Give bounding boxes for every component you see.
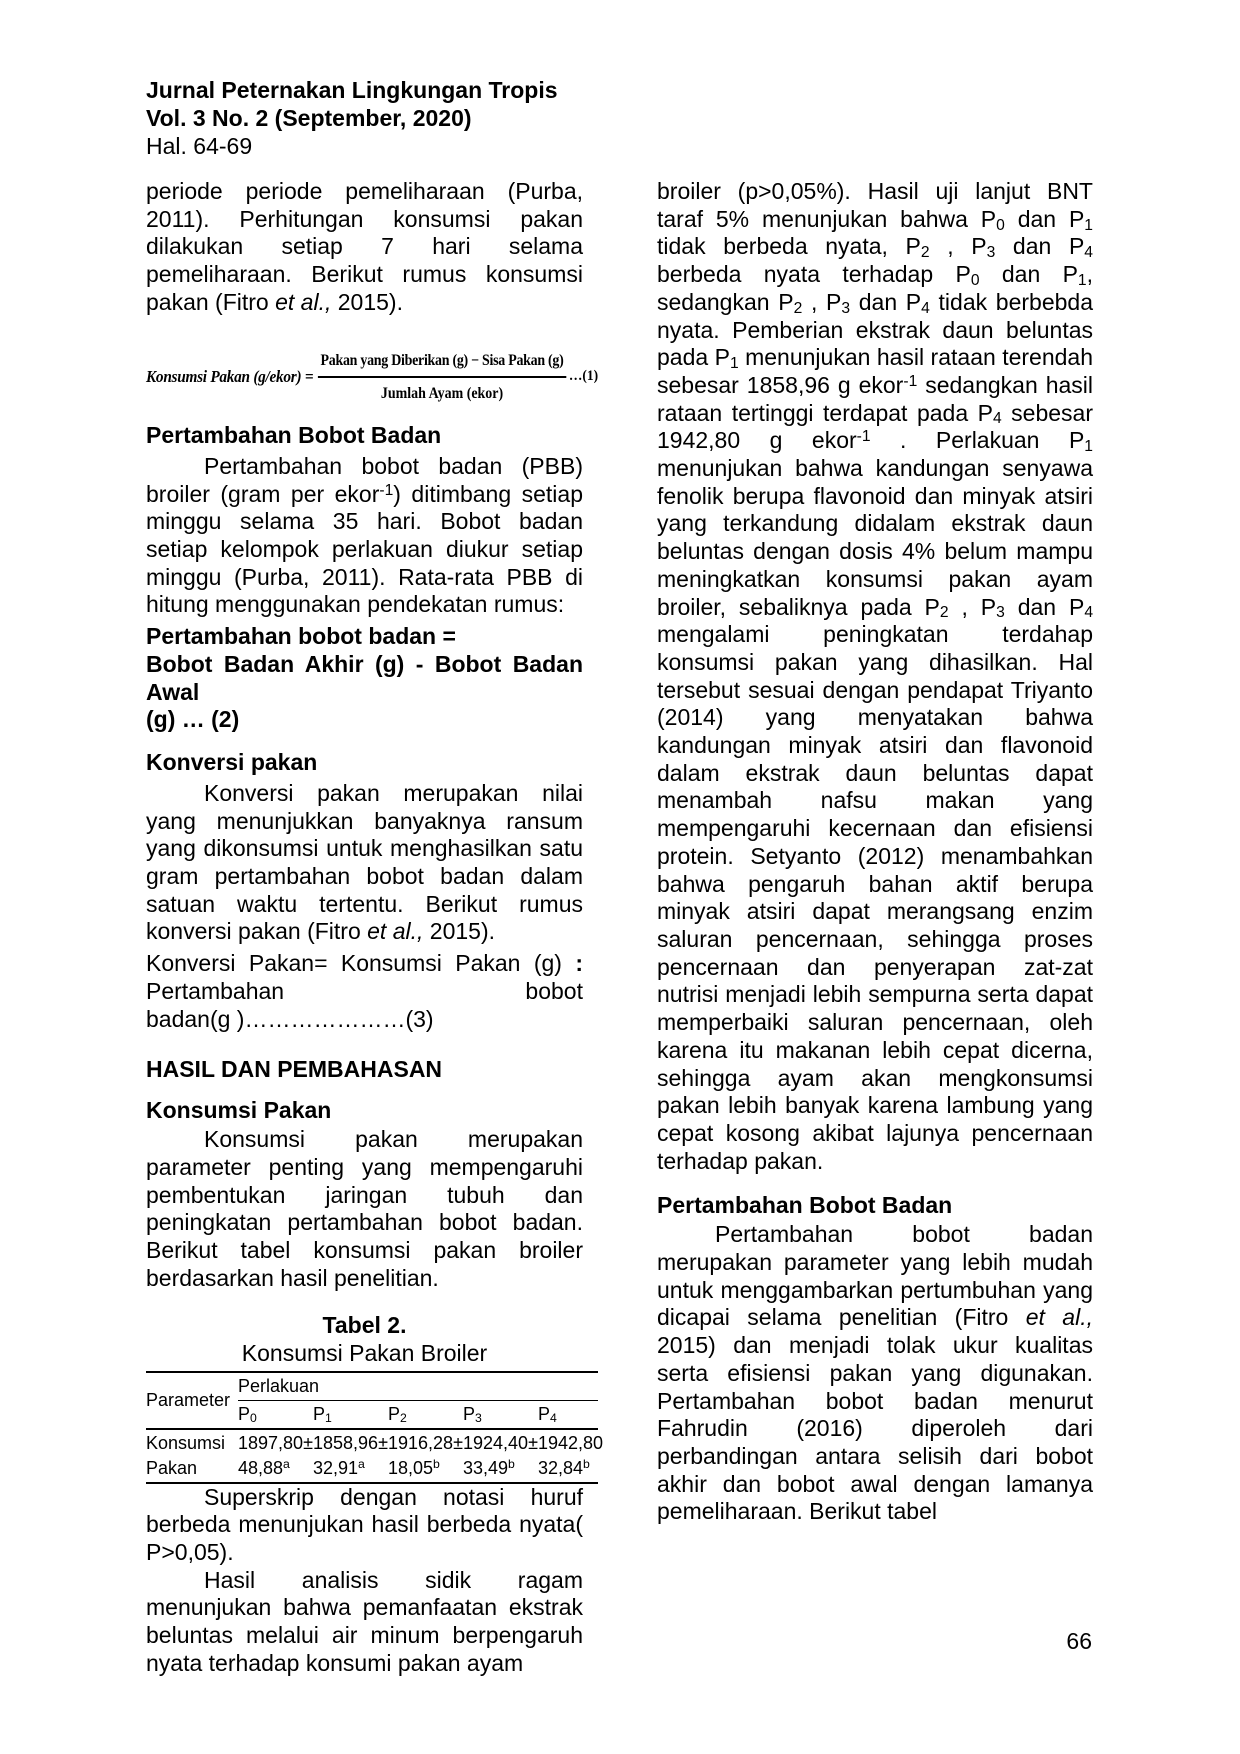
table-col-header-p1: $P_1$ <box>313 1400 388 1429</box>
equation-denominator: Jumlah Ayam (ekor) <box>380 385 504 403</box>
table-row <box>146 1429 598 1483</box>
paragraph-feed-consumption-results: Konsumsi pakan merupakan parameter penting yang mempengaruhi pembentukan jaringan tubuh dan peningkatan pertambahan bobot badan. Berikut tabel konsumsi pakan broiler berdasarkan hasil penelitian. <box>146 1126 583 1291</box>
page-header <box>146 76 558 160</box>
table-cell-p4: 1942,80 32,84$^b$ <box>538 1429 598 1483</box>
left-column <box>146 178 604 1677</box>
feed-consumption-table <box>146 1371 604 1484</box>
formula3-line1: Konversi Pakan= Konsumsi Pakan (g) : <box>146 950 583 977</box>
paragraph-bnt-discussion: broiler (p>0,05%). Hasil uji lanjut BNT taraf 5% menunjukan bahwa $P_0$ dan $P_1$ tidak berbeda nyata, $P_2$ , $P_3$ dan $P_4$ berbeda nyata terhadap $P_0$ dan $P_1$, sedangkan $P_2$ , $P_3$ dan $P_4$ tidak berbebda nyata. Pemberian ekstrak daun beluntas pada $P_1$ menunjukan hasil rataan terendah sebesar 1858,96 g ekor$^{-1}$ sedangkan hasil rataan tertinggi terdapat pada $P_4$ sebesar 1942,80 g ekor$^{-1}$ . Perlakuan $P_1$ menunjukan bahwa kandungan senyawa fenolik berupa flavonoid dan minyak atsiri yang terkandung didalam ekstrak daun beluntas dengan dosis 4% belum mampu meningkatkan konsumsi pakan ayam broiler, sebaliknya pada $P_2$ , $P_3$ dan $P_4$ mengalami peningkatan terdahap konsumsi pakan yang dihasilkan. Hal tersebut sesuai dengan pendapat Triyanto (2014) yang menyatakan bahwa kandungan minyak atsiri dan flavonoid dalam ekstrak daun beluntas dapat menambah nafsu makan yang mempengaruhi kecernaan dan efisiensi protein. Setyanto (2012) menambahkan bahwa pengaruh bahan aktif berupa minyak atsiri dapat merangsang enzim saluran pencernaan, sehingga proses pencernaan dan penyerapan zat-zat nutrisi menjadi lebih sempurna serta dapat memperbaiki saluran pencernaan, oleh karena itu makanan lebih cepat dicerna, sehingga ayam akan mengkonsumsi pakan lebih banyak karena lambung yang cepat kosong akibat lajunya pencernaan terhadap pakan. <box>657 178 1094 1174</box>
table-header-perlakuan: Perlakuan <box>238 1372 598 1401</box>
table-caption <box>146 1311 583 1367</box>
equation-lhs: Konsumsi Pakan (g/ekor) = <box>146 367 314 387</box>
section-heading-konsumsi-pakan: Konsumsi Pakan <box>146 1097 332 1124</box>
formula-feed-conversion <box>146 950 583 1033</box>
table-row <box>146 1372 598 1401</box>
table-col-header-p3: $P_3$ <box>463 1400 538 1429</box>
journal-title: Jurnal Peternakan Lingkungan Tropis <box>146 77 558 103</box>
formula2-line1: Pertambahan bobot badan = <box>146 623 456 650</box>
formula2-line2: Bobot Badan Akhir (g) - Bobot Badan Awal <box>146 650 583 705</box>
paragraph-anova-result: Hasil analisis sidik ragam menunjukan bahwa pemanfaatan ekstrak beluntas melalui air minum berpengaruh nyata terhadap konsumi pakan ayam <box>146 1566 583 1676</box>
table-header-parameter: Parameter <box>146 1372 238 1429</box>
table-col-header-p4: $P_4$ <box>538 1400 598 1429</box>
journal-volume: Vol. 3 No. 2 (September, 2020) <box>146 105 472 131</box>
formula3-line3: badan(g )…………………(3) <box>146 1005 434 1032</box>
right-column <box>657 178 1093 1526</box>
journal-pages: Hal. 64-69 <box>146 133 253 159</box>
table-cell-p1: 1858,96± 32,91$^a$ <box>313 1429 388 1483</box>
page-number: 66 <box>1066 1628 1092 1654</box>
paragraph-feed-consumption-intro: periode periode pemeliharaan (Purba, 2011). Perhitungan konsumsi pakan dilakukan setiap 7 hari selama pemeliharaan. Berikut rumus konsumsi pakan (Fitro et al., 2015). <box>146 178 583 315</box>
table-col-header-p0: $P_0$ <box>238 1400 313 1429</box>
equation-feed-consumption <box>146 347 599 408</box>
section-heading-hasil-dan-pembahasan: HASIL DAN PEMBAHASAN <box>146 1056 443 1083</box>
paragraph-superscript-note: Superskrip dengan notasi huruf berbeda menunjukan hasil berbeda nyata( P>0,05). <box>146 1483 583 1565</box>
paragraph-body-weight-gain: Pertambahan bobot badan (PBB) broiler (gram per ekor$^{-1}$) ditimbang setiap minggu selama 35 hari. Bobot badan setiap kelompok perlakuan diukur setiap minggu (Purba, 2011). Rata-rata PBB di hitung menggunakan pendekatan rumus: <box>146 452 583 618</box>
table-caption-title: Konsumsi Pakan Broiler <box>241 1339 488 1366</box>
section-heading-pertambahan-bobot-badan-2: Pertambahan Bobot Badan <box>657 1192 953 1219</box>
formula3-line2: Pertambahan bobot <box>146 977 583 1004</box>
paragraph-body-weight-gain-discussion: Pertambahan bobot badan merupakan parameter yang lebih mudah untuk menggambarkan pertumbuhan yang dicapai selama penelitian (Fitro et al., 2015) dan menjadi tolak ukur kualitas serta efisiensi pakan yang digunakan. Pertambahan bobot badan menurut Fahrudin (2016) diperoleh dari perbandingan antara selisih dari bobot akhir dan bobot awal dengan lamanya pemeliharaan. Berikut tabel <box>657 1221 1093 1525</box>
table-cell-p2: 1916,28± 18,05$^b$ <box>388 1429 463 1483</box>
section-heading-pertambahan-bobot-badan: Pertambahan Bobot Badan <box>146 421 442 448</box>
equation-numerator: Pakan yang Diberikan (g) − Sisa Pakan (g) <box>318 347 566 379</box>
section-heading-konversi-pakan: Konversi pakan <box>146 748 318 775</box>
table-cell-p0: 1897,80± 48,88$^a$ <box>238 1429 313 1483</box>
table-row-label: Konsumsi Pakan <box>146 1429 238 1483</box>
formula2-line3: (g) … (2) <box>146 706 240 733</box>
table-caption-number: Tabel 2. <box>322 1311 407 1338</box>
paragraph-feed-conversion: Konversi pakan merupakan nilai yang menunjukkan banyaknya ransum yang dikonsumsi untuk menghasilkan satu gram pertambahan bobot badan dalam satuan waktu tertentu. Berikut rumus konversi pakan (Fitro et al., 2015). <box>146 779 583 945</box>
table-col-header-p2: $P_2$ <box>388 1400 463 1429</box>
equation-number: …(1) <box>568 368 599 385</box>
formula-body-weight-gain <box>146 623 583 734</box>
table-cell-p3: 1924,40± 33,49$^b$ <box>463 1429 538 1483</box>
equation-fraction <box>318 347 566 408</box>
